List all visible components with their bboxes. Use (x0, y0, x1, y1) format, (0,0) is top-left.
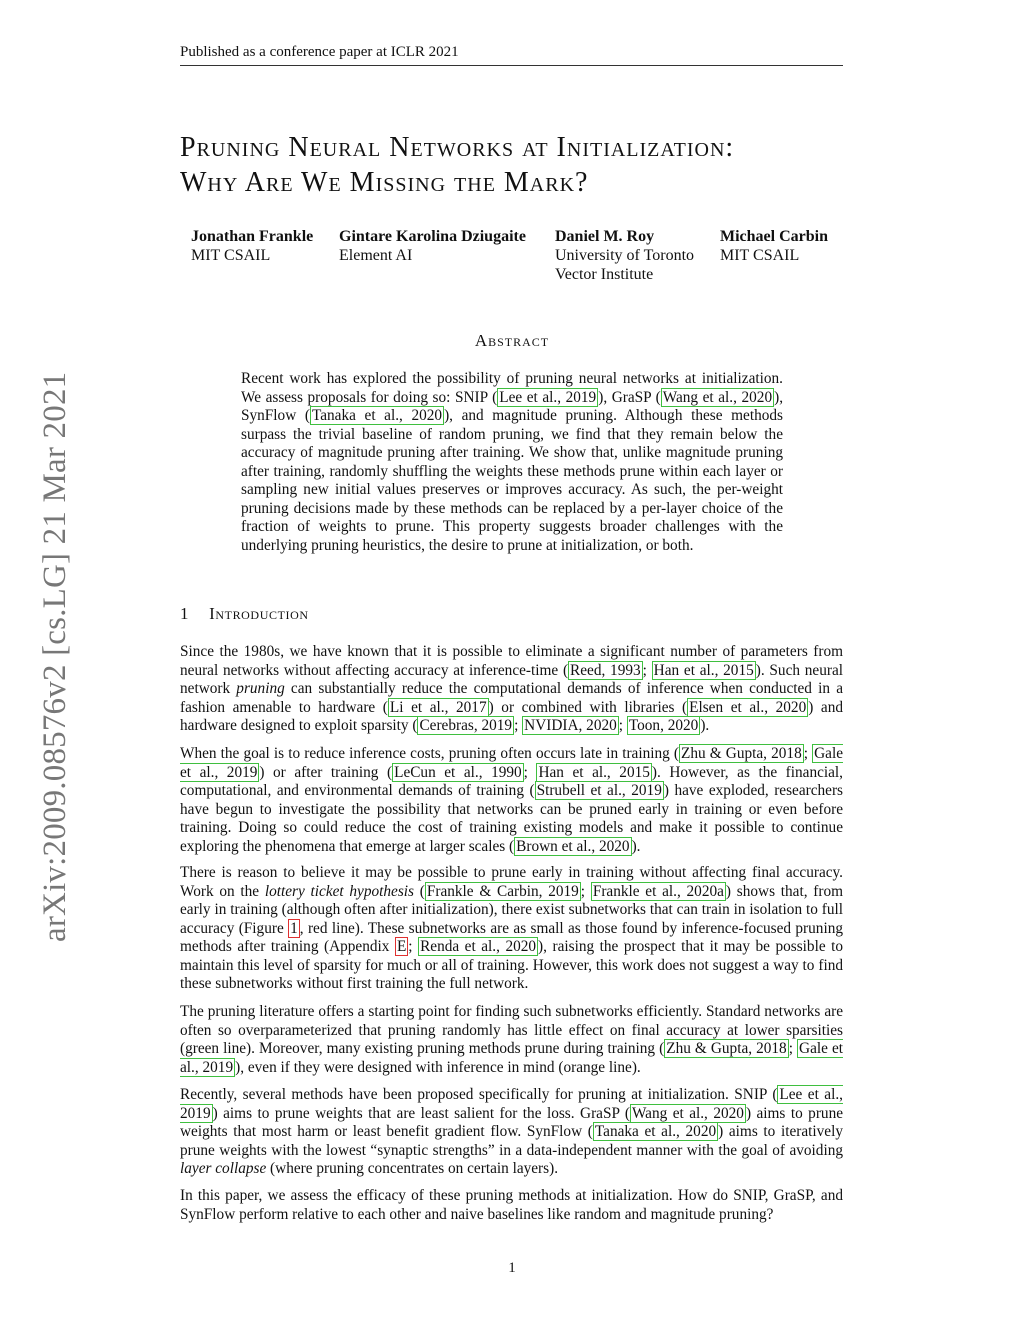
citation-link[interactable]: Cerebras, 2019 (419, 717, 513, 734)
title-line-1: Pruning Neural Networks at Initialization: (180, 132, 735, 163)
citation-link[interactable]: LeCun et al., 1990 (394, 763, 522, 781)
citation-link[interactable]: Gale et al., 2019 (180, 745, 843, 781)
citation-link[interactable]: NVIDIA, 2020 (524, 717, 617, 734)
text-run: ). However, as the financial, computational, and environmental demands of training ( (180, 763, 843, 799)
citation-link[interactable]: Zhu & Gupta, 2018 (666, 1040, 787, 1057)
arxiv-stamp: arXiv:2009.08576v2 [cs.LG] 21 Mar 2021 (37, 371, 73, 942)
paragraph (180, 1187, 843, 1224)
author-block (191, 227, 313, 265)
text-run: ) shows that, from early in training (although often after initialization), there exist subnetworks that can train in isolation to full accuracy (Figure (180, 882, 844, 937)
author-affiliation-2: Vector Institute (555, 266, 654, 283)
text-run: , red line). These subnetworks are as small as those found by inference-focused pruning methods after training (Appendix (180, 919, 843, 955)
text-run: ) and hardware designed to exploit sparsity ( (180, 698, 844, 734)
text-run: ; (408, 938, 419, 955)
citation-link[interactable]: Elsen et al., 2020 (689, 698, 807, 716)
text-run: The pruning literature offers a starting point for finding such subnetworks efficiently. Standard networks are often so overparameterized that pruning randomly has little effect on final accuracy at lower sparsities (green line). Moreover, many existing pruning methods prune during training ( (180, 1003, 843, 1057)
emphasis: lottery ticket hypothesis (264, 882, 414, 900)
citation-link[interactable]: Renda et al., 2020 (420, 938, 537, 955)
running-header: Published as a conference paper at ICLR 2021 (180, 44, 843, 66)
paragraph (180, 1086, 843, 1179)
emphasis: pruning (236, 680, 285, 697)
citation-link[interactable]: Lee et al., 2019 (180, 1086, 843, 1122)
text-run: ) aims to prune weights that most harm or least benefit gradient flow. SynFlow ( (180, 1104, 844, 1140)
abstract-heading: Abstract (474, 331, 550, 350)
author-affiliation: Element AI (339, 247, 413, 264)
paragraph (180, 864, 843, 994)
text-run: ; (803, 745, 813, 762)
citation-link[interactable]: Tanaka et al., 2020 (594, 1123, 717, 1140)
text-run: Since the 1980s, we have known that it is possible to eliminate a significant number of parameters from neural networks without affecting accuracy at inference-time ( (180, 643, 843, 679)
title-line-2: Why Are We Missing the Mark? (180, 167, 589, 198)
author-name: Jonathan Frankle (191, 228, 314, 245)
author-affiliation: University of Toronto (555, 247, 695, 264)
paragraph (180, 643, 843, 736)
paragraph (180, 745, 843, 856)
paragraph (180, 1003, 843, 1077)
section-title: Introduction (209, 604, 309, 623)
text-run: ) have exploded, researchers have begun to investigate the possibility that networks can be pruned early in training or even before training. Doing so could reduce the cost of training existing models and make it possible to continue exploring the phenomena that emerge at larger scales ( (180, 782, 843, 855)
text-run: ). (700, 717, 710, 734)
citation-link[interactable]: Frankle & Carbin, 2019 (426, 882, 579, 900)
citation-link[interactable]: Gale et al., 2019 (180, 1040, 843, 1076)
citation-link[interactable]: Toon, 2020 (628, 717, 699, 734)
text-run: can substantially reduce the computational demands of inference when conducted in a fashion amenable to hardware ( (180, 680, 843, 716)
text-run: (where pruning concentrates on certain layers). (266, 1160, 559, 1177)
citation-link[interactable]: Lee et al., 2019 (499, 388, 597, 406)
text-run: Recently, several methods have been proposed specifically for pruning at initialization. SNIP ( (180, 1086, 778, 1103)
citation-link[interactable]: Li et al., 2017 (389, 698, 487, 716)
text-run: ), SynFlow ( (241, 388, 784, 424)
text-run: ), GraSP ( (598, 388, 661, 406)
citation-link[interactable]: Wang et al., 2020 (631, 1104, 744, 1122)
author-name: Daniel M. Roy (555, 228, 655, 245)
author-block (720, 227, 828, 265)
text-run: ) or after training ( (259, 763, 393, 781)
section-heading (180, 604, 309, 624)
text-run: ), even if they were designed with inference in mind (orange line). (235, 1058, 641, 1076)
emphasis: layer collapse (180, 1160, 267, 1177)
page-number: 1 (508, 1260, 516, 1276)
section-number: 1 (180, 604, 190, 623)
text-run: ), raising the prospect that it may be possible to maintain this level of sparsity for much or all of training. However, this work does not suggest a way to find these subnetworks without first training the full network. (180, 938, 844, 992)
citation-link[interactable]: Brown et al., 2020 (516, 837, 630, 855)
author-affiliation: MIT CSAIL (191, 247, 271, 264)
text-run: Recent work has explored the possibility of pruning neural networks at initialization. We assess proposals for doing so: SNIP ( (241, 370, 783, 406)
citation-link[interactable]: Han et al., 2015 (538, 763, 650, 781)
text-run: ), and magnitude pruning. Although these methods surpass the trivial baseline of random pruning, we find that they remain below the accuracy of magnitude pruning after training. We show that, unlike magnitude pruning after training, randomly shuffling the weights these methods prune within each layer or sampling new initial values preserves or improves accuracy. As such, the per-weight pruning decisions made by these methods can be replaced by a per-layer choice of the fraction of weights to prune. This property suggests broader challenges with the underlying pruning heuristics, the desire to prune at initialization, or both. (241, 407, 783, 554)
figure-ref-link[interactable]: 1 (290, 919, 298, 937)
citation-link[interactable]: Han et al., 2015 (653, 661, 754, 679)
citation-link[interactable]: Strubell et al., 2019 (536, 782, 662, 799)
citation-link[interactable]: Frankle et al., 2020a (592, 882, 724, 900)
text-run: ; (514, 717, 523, 734)
author-block (339, 227, 526, 265)
text-run: ; (642, 661, 652, 679)
text-run: When the goal is to reduce inference costs, pruning often occurs late in training ( (180, 745, 680, 762)
text-run: ) aims to prune weights that are least salient for the loss. GraSP ( (212, 1104, 630, 1122)
paper-title (180, 130, 880, 200)
text-run: There is reason to believe it may be possible to prune early in training without affecting final accuracy. Work on the (180, 864, 843, 900)
text-run: ; (523, 763, 537, 781)
text-run: ; (618, 717, 627, 734)
abstract-text (241, 370, 783, 555)
text-run: ( (414, 882, 425, 900)
author-affiliation: MIT CSAIL (720, 247, 800, 264)
text-run: In this paper, we assess the efficacy of these pruning methods at initialization. How do SNIP, GraSP, and SynFlow perform relative to each other and naive baselines like random and magnitude pruning? (180, 1187, 843, 1223)
text-run: ). Such neural network (180, 661, 843, 697)
author-block (555, 227, 694, 284)
author-name: Michael Carbin (720, 228, 828, 245)
text-run: ) or combined with libraries ( (488, 698, 688, 716)
text-run: ). (631, 837, 641, 855)
text-run: ; (580, 882, 591, 900)
citation-link[interactable]: Zhu & Gupta, 2018 (681, 745, 802, 762)
appendix-ref-link[interactable]: E (396, 938, 407, 955)
citation-link[interactable]: Wang et al., 2020 (662, 388, 773, 406)
citation-link[interactable]: Tanaka et al., 2020 (311, 407, 443, 424)
author-name: Gintare Karolina Dziugaite (339, 228, 526, 245)
text-run: ; (788, 1040, 798, 1057)
text-run: ) aims to iteratively prune weights with the lowest “synaptic strengths” in a data-independent manner with the goal of avoiding (180, 1123, 843, 1159)
citation-link[interactable]: Reed, 1993 (570, 661, 641, 679)
